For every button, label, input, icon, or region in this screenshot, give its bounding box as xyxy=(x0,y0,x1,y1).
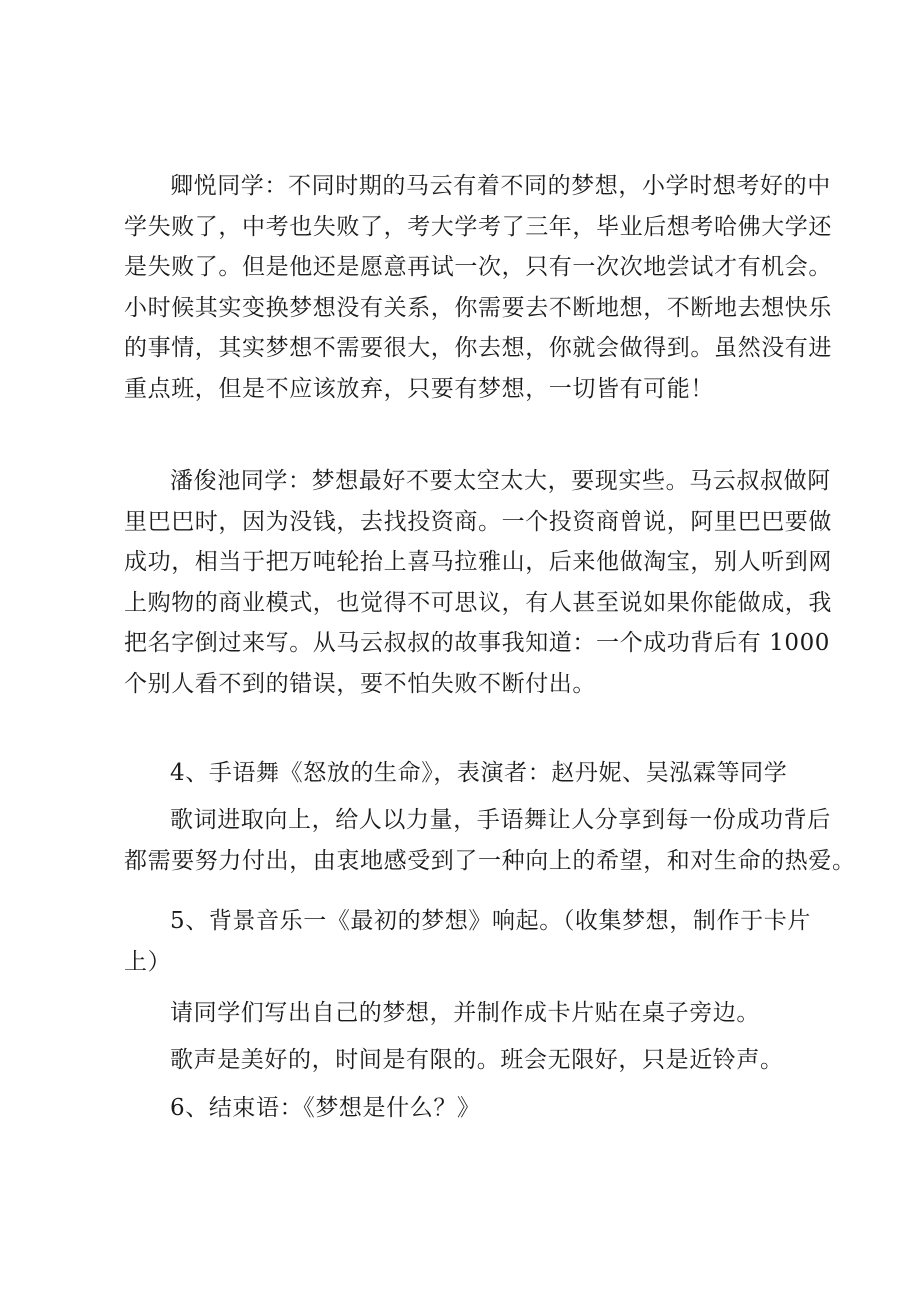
text-line: 歌词进取向上，给人以力量，手语舞让人分享到每一份成功背后 xyxy=(170,807,831,833)
text-line: 重点班，但是不应该放弃，只要有梦想，一切皆有可能！ xyxy=(124,375,714,402)
text-line: 都需要努力付出，由衷地感受到了一种向上的希望，和对生命的热爱。 xyxy=(124,847,856,874)
text-line: 卿悦同学：不同时期的马云有着不同的梦想，小学时想考好的中 xyxy=(170,173,831,199)
paragraph-panjunchi xyxy=(124,461,832,704)
paragraph-instruction xyxy=(124,993,824,1034)
section-item-6 xyxy=(124,1088,824,1129)
text-line: 里巴巴时，因为没钱，去找投资商。一个投资商曾说，阿里巴巴要做 xyxy=(124,508,832,535)
text-line: 歌声是美好的，时间是有限的。班会无限好，只是近铃声。 xyxy=(170,1047,784,1073)
text-line: 是失败了。但是他还是愿意再试一次，只有一次次地尝试才有机会。 xyxy=(124,254,832,280)
text-line: 个别人看不到的错误，要不怕失败不断付出。 xyxy=(124,670,596,697)
text-line: 的事情，其实梦想不需要很大，你去想，你就会做得到。虽然没有进 xyxy=(124,335,832,361)
section-heading: 5、背景音乐一《最初的梦想》响起。（收集梦想，制作于卡片 xyxy=(170,908,811,934)
text-line: 上） xyxy=(124,948,172,975)
text-line: 学失败了，中考也失败了，考大学考了三年，毕业后想考哈佛大学还 xyxy=(124,213,832,240)
section-item-5 xyxy=(124,901,824,982)
text-line: 上购物的商业模式，也觉得不可思议，有人甚至说如果你能做成，我 xyxy=(124,589,832,616)
paragraph-qingyue xyxy=(124,166,832,409)
paragraph-lyrics xyxy=(124,800,856,881)
section-heading: 6、结束语：《梦想是什么？》 xyxy=(170,1095,481,1121)
section-heading: 4、手语舞《怒放的生命》，表演者：赵丹妮、吴泓霖等同学 xyxy=(170,760,788,786)
text-line: 请同学们写出自己的梦想，并制作成卡片贴在桌子旁边。 xyxy=(170,1000,760,1026)
text-line: 小时候其实变换梦想没有关系，你需要去不断地想，不断地去想快乐 xyxy=(124,294,832,321)
paragraph-song xyxy=(124,1040,824,1081)
text-line: 成功，相当于把万吨轮抬上喜马拉雅山，后来他做淘宝，别人听到网 xyxy=(124,549,832,575)
section-item-4 xyxy=(124,753,824,794)
text-line: 把名字倒过来写。从马云叔叔的故事我知道：一个成功背后有 1000 xyxy=(124,630,831,656)
text-line: 潘俊池同学：梦想最好不要太空太大，要现实些。马云叔叔做阿 xyxy=(170,468,831,494)
